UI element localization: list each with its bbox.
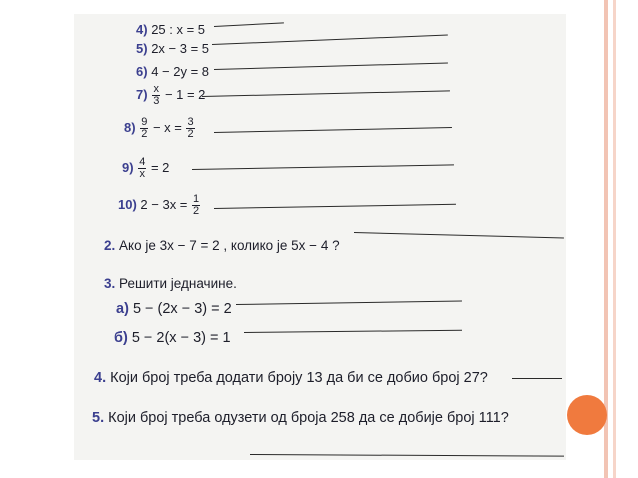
equation-text: 5 − (2x − 3) = 2 [132,301,232,317]
item-number: 6) [136,64,148,79]
answer-line [214,22,284,27]
item-number: 5) [136,41,148,56]
slide-accent-dot [567,395,607,435]
answer-line [236,300,462,305]
task-3b [114,330,231,346]
decorative-stripe [613,0,616,478]
task-text: Који број треба одузети од броја 258 да се добије број 111? [108,410,509,426]
task-2 [104,238,340,253]
equation-item [118,194,201,217]
task-5 [92,410,509,426]
item-number: 7) [136,86,148,102]
task-3a [116,301,232,317]
equation-text: = 2 [150,159,170,175]
item-number: 9) [122,159,134,175]
item-number: 10) [118,196,137,212]
task-number: 5. [92,410,105,426]
equation-item [136,22,205,37]
equation-item [122,157,169,180]
answer-line [354,232,564,238]
item-number: 8) [124,119,136,135]
task-text: Решити једначине. [119,276,237,291]
equation-text: 4 − 2y = 8 [151,64,210,79]
answer-line [192,164,454,170]
sub-label: б) [114,330,128,346]
equation-text: 5 − 2(x − 3) = 1 [131,330,231,346]
equation-text: 2 − 3x = [140,196,188,212]
equation-text: − 1 = 2 [164,86,206,102]
task-number: 2. [104,238,116,253]
item-number: 4) [136,22,148,37]
task-4 [94,370,488,386]
fraction: $\frac{9}{2}$ [141,116,148,140]
fraction: $\frac{x}{3}$ [153,83,160,107]
answer-line [214,62,448,70]
answer-line [214,204,456,209]
equation-item [136,84,205,107]
equation-text: 25 : x = 5 [151,22,206,37]
sub-label: а) [116,301,129,317]
equation-item [136,41,209,56]
answer-line [250,454,564,457]
fraction: $\frac{1}{2}$ [193,193,200,217]
task-number: 4. [94,370,107,386]
equation-item [124,117,196,140]
task-number: 3. [104,276,116,291]
answer-line [512,378,562,379]
fraction: $\frac{3}{2}$ [187,116,194,140]
task-text: Ако је 3x − 7 = 2 , колико је 5x − 4 ? [119,238,340,253]
answer-line [212,35,448,45]
equation-text: − x = [152,119,182,135]
answer-line [214,127,452,133]
worksheet-photo [74,14,566,460]
task-3-heading [104,276,237,291]
answer-line [244,330,462,333]
answer-line [202,90,450,97]
task-text: Који број треба додати броју 13 да би се добио број 27? [110,370,488,386]
fraction: $\frac{4}{x}$ [139,156,146,180]
equation-text: 2x − 3 = 5 [151,41,210,56]
equation-item [136,64,209,79]
